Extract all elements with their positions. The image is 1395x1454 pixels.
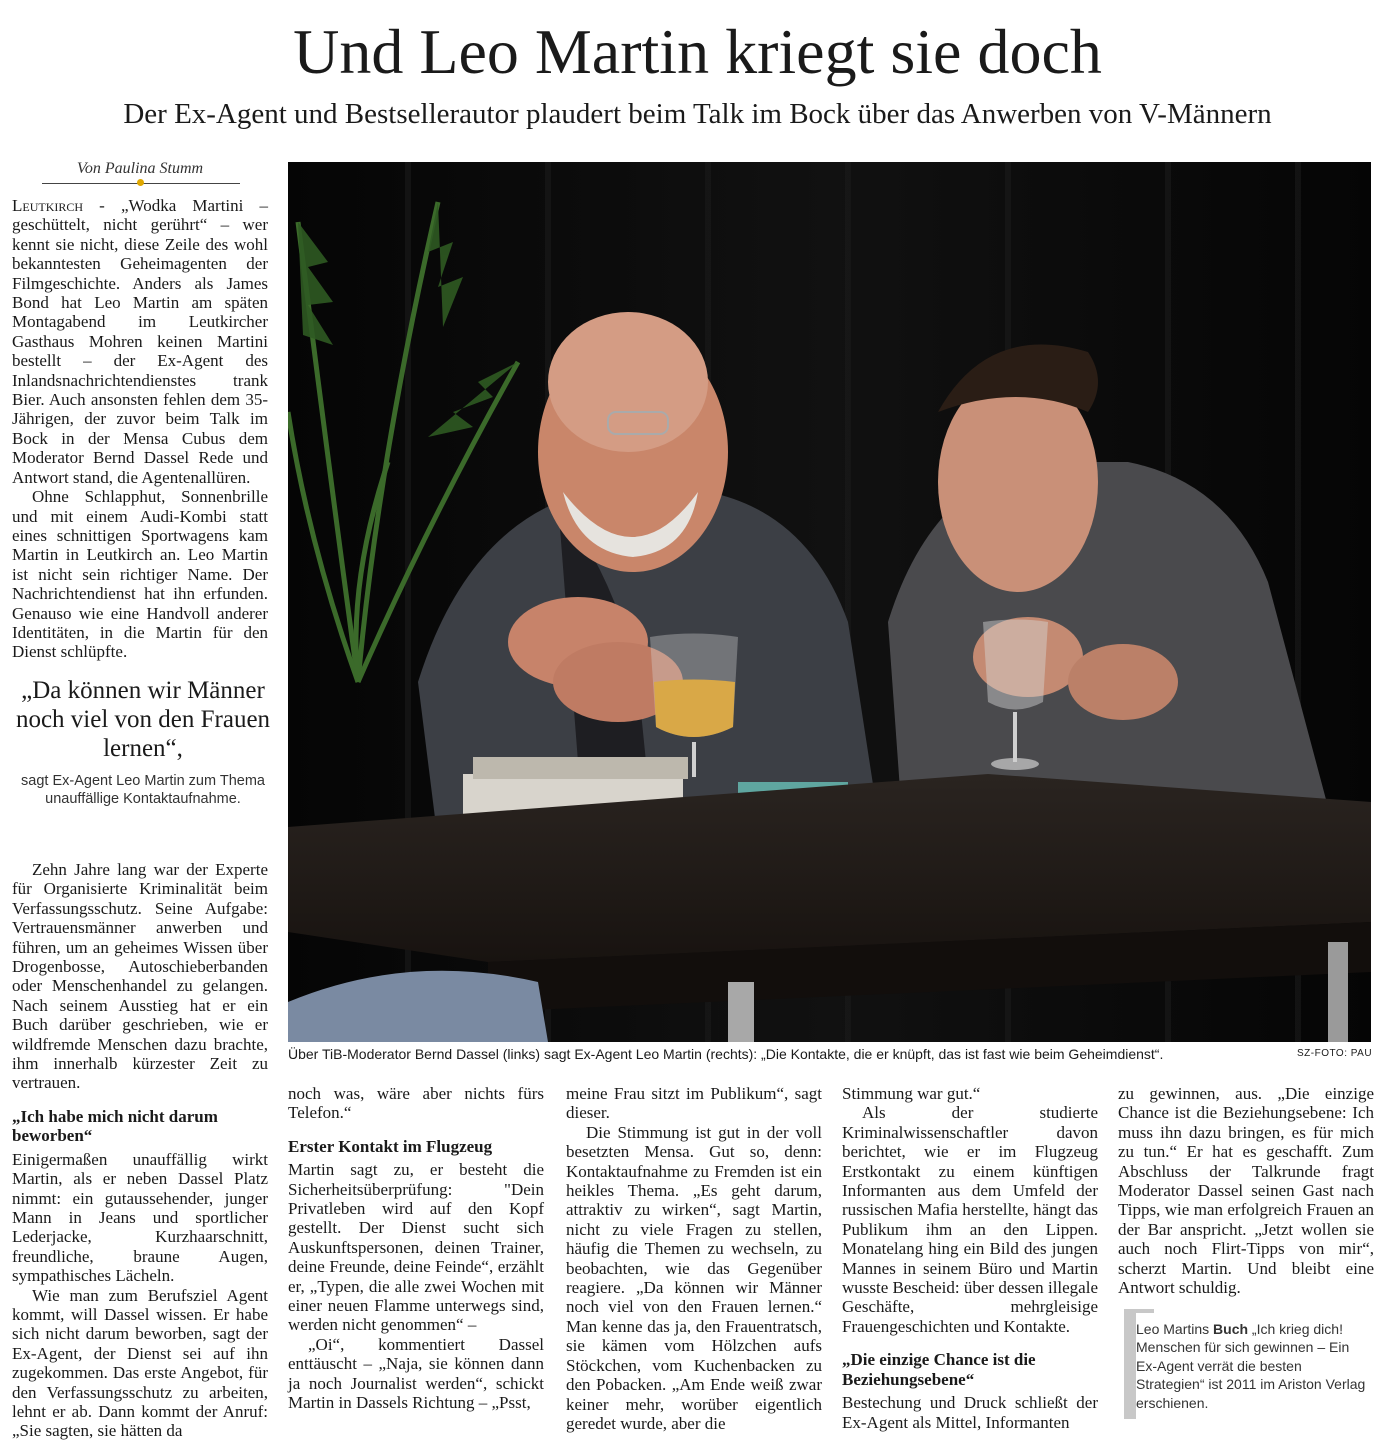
column-2-paragraph-3: „Oi“, kommentiert Dassel enttäuscht – „Naja, sie können dann ja noch Journalist werden“, schickt Martin in Dassels Richtung – „Psst,: [288, 1334, 544, 1413]
column-3: [566, 1084, 822, 1433]
pull-quote-attribution: sagt Ex-Agent Leo Martin zum Thema unauffällige Kontaktaufnahme.: [21, 773, 265, 807]
photo: [288, 162, 1371, 1042]
column-1-paragraph-4: Einigermaßen unauffällig wirkt Martin, als er neben Dassel Platz nimmt: ein gutaussehender, junger Mann in Jeans und sportlicher Lederjacke, Kurzhaarschnitt, freundliche, braune Augen, sympathisches Lächeln.: [12, 1149, 268, 1286]
column-3-paragraph-2: Die Stimmung ist gut in der voll besetzten Mensa. Gut so, denn: Kontaktaufnahme zu Fremden ist ein heikles Thema. „Es geht darum, attraktiv zu wirken“, sagt Martin, nicht zu viele Fragen zu stellen, häufig die Themen zu wechseln, zu beobachten, wie das Gegenüber reagiere. „Da können wir Männer noch viel von den Frauen lernen.“ Man kenne das ja, den Frauentratsch, sie kämen vom Hölzchen aufs Stöckchen, vom Kuchenbacken zu den Pobacken. „Am Ende weiß zwar keiner mehr, worüber eigentlich geredet wurde, aber die: [566, 1122, 822, 1433]
column-1-top: [12, 196, 268, 662]
infobox: [1136, 1320, 1374, 1412]
infobox-text-post: „Ich krieg dich! Menschen für sich gewinnen – Ein Ex-Agent verrät die besten Strategien“ ist 2011 im Ariston Verlag erschienen.: [1136, 1321, 1366, 1411]
column-5: [1118, 1084, 1374, 1297]
column-4: [842, 1084, 1098, 1432]
byline: Von Paulina Stumm: [76, 160, 204, 177]
column-1-paragraph-5: Wie man zum Berufsziel Agent kommt, will Dassel wissen. Er habe sich nicht darum beworben, sagt der Ex-Agent, der Dienst sei auf ihn zugekommen. Das erste Angebot, für den Verfassungsschutz zu arbeiten, lehnt er ab. Dann kommt der Anruf: „Sie sagten, sie hätten da: [12, 1285, 268, 1441]
subheading-2: Erster Kontakt im Flugzeug: [288, 1136, 493, 1156]
column-5-paragraph-1: zu gewinnen, aus. „Die einzige Chance ist die Beziehungsebene: Ich muss ihn dazu bringen, es für mich zu tun.“ Er hat es geschafft. Zum Abschluss der Talkrunde fragt Moderator Dassel seinen Gast nach Tipps, wie man erfolgreich Frauen an der Bar anspricht. „Jetzt wollen sie auch noch Flirt-Tipps von mir“, scherzt Martin. Und bleibt eine Antwort schuldig.: [1118, 1084, 1374, 1298]
headline: Und Leo Martin kriegt sie doch: [293, 16, 1102, 87]
photo-illustration: [288, 162, 1371, 1042]
column-1-paragraph-2: Ohne Schlapphut, Sonnenbrille und mit einem Audi-Kombi statt eines schnittigen Sportwagens kam Martin in Leutkirch an. Leo Martin ist nicht sein richtiger Name. Der Nachrichtendienst hat ihn erfunden. Genauso wie eine Handvoll anderer Identitäten, in die Martin für den Dienst schlüpfte.: [12, 487, 268, 662]
column-4-paragraph-2: Als der studierte Kriminalwissenschaftler davon berichtet, wie er im Flugzeug Erstkontakt zu einem künftigen Informanten aus dem Umfeld der russischen Mafia herstellte, hängt das Publikum ihm an den Lippen. Monatelang hing ein Bild des jungen Mannes in seinem Büro und Martin wusste Bescheid: über dessen illegale Geschäfte, mehrgleisige Frauengeschichten und Kontakte.: [842, 1103, 1098, 1336]
column-3-paragraph-1: meine Frau sitzt im Publikum“, sagt dieser.: [566, 1084, 822, 1123]
column-4-paragraph-1: Stimmung war gut.“: [842, 1084, 981, 1103]
infobox-text-pre: Leo Martins: [1136, 1321, 1214, 1337]
column-4-paragraph-3: Bestechung und Druck schließt der Ex-Agent als Mittel, Informanten: [842, 1393, 1098, 1432]
infobox-text-bold: Buch: [1213, 1321, 1249, 1337]
byline-dot-icon: [137, 179, 144, 186]
column-2-paragraph-1: noch was, wäre aber nichts fürs Telefon.“: [288, 1084, 544, 1123]
subheadline: Der Ex-Agent und Bestsellerautor plaudert beim Talk im Bock über das Anwerben von V-Männern: [123, 98, 1272, 130]
photo-caption: Über TiB-Moderator Bernd Dassel (links) sagt Ex-Agent Leo Martin (rechts): „Die Kontakte, die er knüpft, das ist fast wie beim Geheimdienst“.: [288, 1046, 1164, 1062]
subheading-1: „Ich habe mich nicht darum beworben“: [12, 1106, 218, 1146]
column-1-paragraph-1: - „Wodka Martini – geschüttelt, nicht gerührt“ – wer kennt sie nicht, diese Zeile des wohl bekanntesten Geheimagenten der Filmgeschichte. Anders als James Bond hat Leo Martin am späten Montagabend im Leutkircher Gasthaus Mohren keinen Martini bestellt – der Ex-Agent des Inlandsnachrichtendienstes trank Bier. Auch ansonsten fehlen dem 35-Jährigen, der zuvor beim Talk im Bock in der Mensa Cubus dem Moderator Bernd Dassel Rede und Antwort stand, die Agentenallüren.: [12, 196, 268, 487]
column-1-bottom: [12, 860, 268, 1441]
infobox-bar-top: [1124, 1309, 1154, 1313]
dateline: Leutkirch: [12, 196, 84, 215]
pull-quote: „Da können wir Männer noch viel von den Frauen lernen“,: [15, 677, 271, 762]
subheading-3: „Die einzige Chance ist die Beziehungsebene“: [842, 1350, 1036, 1389]
column-1-paragraph-3: Zehn Jahre lang war der Experte für Organisierte Kriminalität beim Verfassungsschutz. Seine Aufgabe: Vertrauensmänner anwerben und führen, um an geheimes Wissen über Drogenbosse, Autoschieberbanden oder Menschenhandel zu gelangen. Nach seinem Ausstieg hat er ein Buch darüber geschrieben, wie er wildfremde Menschen dazu brachte, ihm innerhalb kürzester Zeit zu vertrauen.: [12, 860, 268, 1093]
column-2-paragraph-2: Martin sagt zu, er besteht die Sicherheitsüberprüfung: "Dein Privatleben wird auf den Kopf gestellt. Der Dienst sucht sich Auskunftspersonen, deinen Trainer, deine Freunde, deine Feinde“, erzählt er, „Typen, die alle zwei Wochen mit einer neuen Flamme unterwegs sind, werden nicht genommen“ –: [288, 1160, 544, 1335]
photo-credit: SZ-FOTO: PAU: [1297, 1048, 1373, 1059]
infobox-bar: [1124, 1309, 1136, 1419]
column-2: [288, 1084, 544, 1413]
